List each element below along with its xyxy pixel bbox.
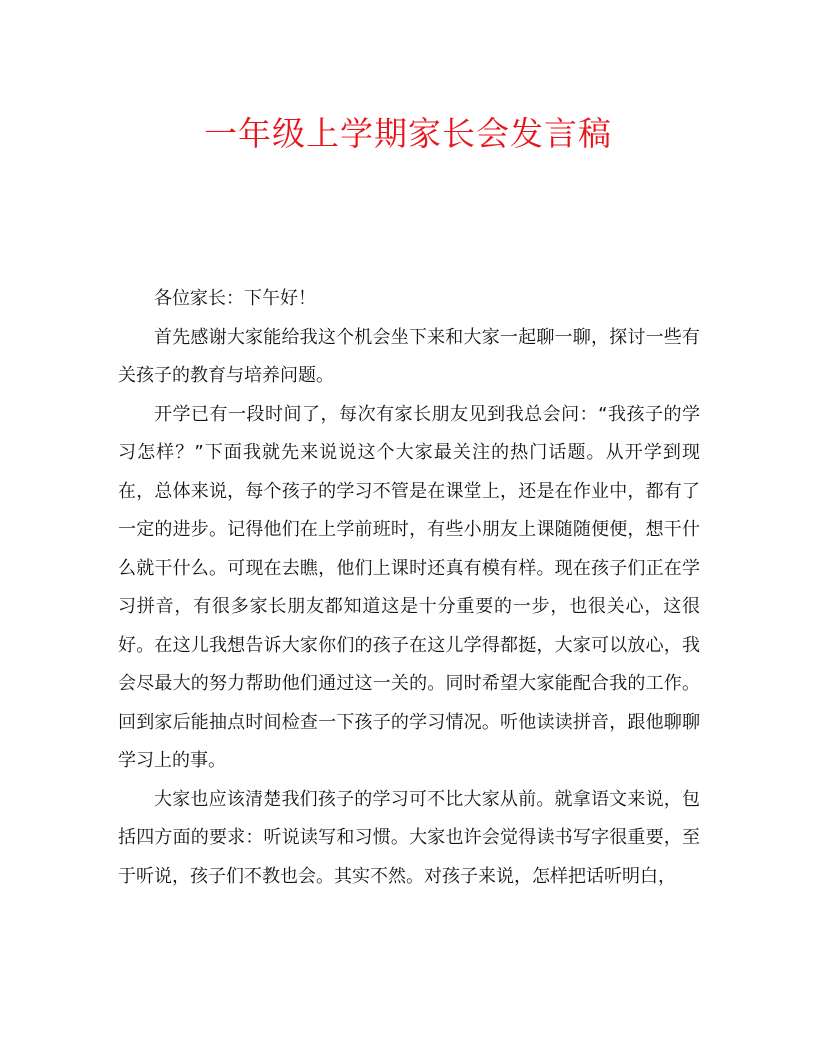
paragraph-intro: 首先感谢大家能给我这个机会坐下来和大家一起聊一聊，探讨一些有关孩子的教育与培养问题。 (118, 326, 700, 386)
paragraph-progress: 开学已有一段时间了，每次有家长朋友见到我总会问：“我孩子的学习怎样？”下面我就先来说说这个大家最关注的热门话题。从开学到现在，总体来说，每个孩子的学习不管是在课堂上，还是在作业中，都有了一定的进步。记得他们在上学前班时，有些小朋友上课随随便便，想干什么就干什么。可现在去瞧，他们上课时还真有模有样。现在孩子们正在学习拼音，有很多家长朋友都知道这是十分重要的一步，也很关心，这很好。在这儿我想告诉大家你们的孩子在这儿学得都挺，大家可以放心，我会尽最大的努力帮助他们通过这一关的。同时希望大家能配合我的工作。回到家后能抽点时间检查一下孩子的学习情况。听他读读拼音，跟他聊聊学习上的事。 (118, 403, 700, 771)
document-body (118, 280, 700, 896)
document-title: 一年级上学期家长会发言稿 (204, 114, 612, 153)
paragraph-greeting: 各位家长：下午好！ (154, 288, 316, 309)
paragraph-requirements: 大家也应该清楚我们孩子的学习可不比大家从前。就拿语文来说，包括四方面的要求：听说读写和习惯。大家也许会觉得读书写字很重要，至于听说，孩子们不教也会。其实不然。对孩子来说，怎样把话听明白， (118, 788, 700, 887)
